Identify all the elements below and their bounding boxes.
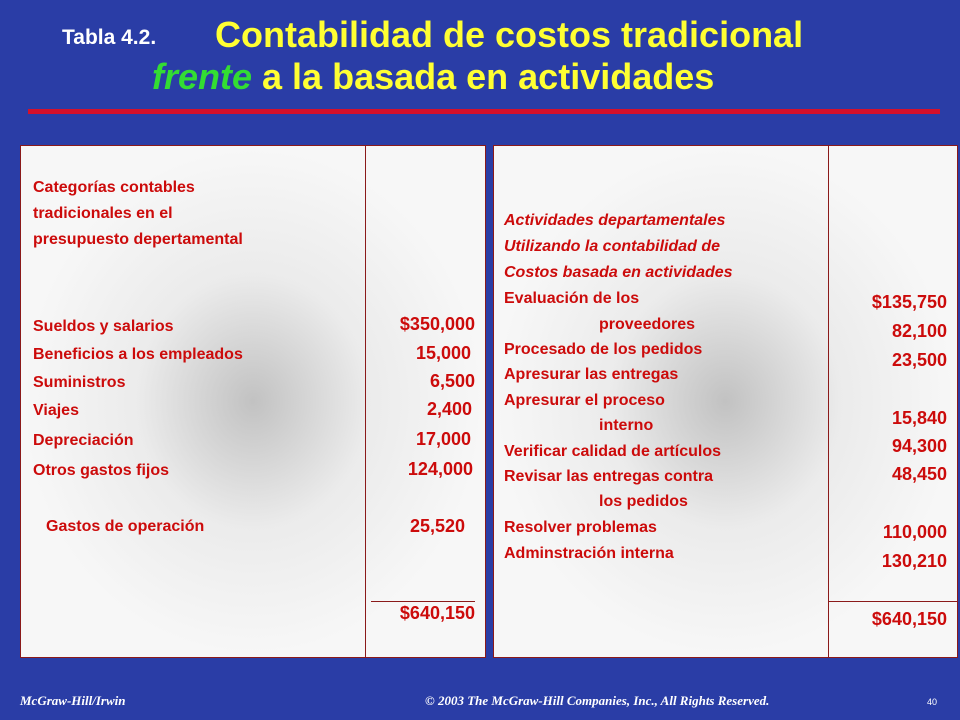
table-number: Tabla 4.2. <box>62 26 157 49</box>
activity-value: 23,500 <box>891 350 947 370</box>
activity-label: Procesado de los pedidos <box>504 341 703 358</box>
activity-label: Adminstración interna <box>504 545 674 562</box>
cost-category-value: 25,520 <box>409 516 465 536</box>
column-divider <box>365 146 366 657</box>
cost-category-value: 124,000 <box>407 459 473 479</box>
cost-category-label: Gastos de operación <box>46 518 205 535</box>
activity-value: 82,100 <box>891 321 947 341</box>
activity-label: interno <box>599 417 654 434</box>
activity-label: Revisar las entregas contra <box>504 468 713 485</box>
activity-label: Apresurar las entregas <box>504 366 679 383</box>
activity-label: proveedores <box>599 316 696 333</box>
total-underline <box>371 601 475 602</box>
left-total: $640,150 <box>399 603 475 623</box>
activity-value: $135,750 <box>871 292 947 312</box>
total-underline <box>828 601 957 602</box>
activity-label: Apresurar el proceso <box>504 392 665 409</box>
left-heading-line: presupuesto depertamental <box>33 231 243 248</box>
cost-category-value: $350,000 <box>399 314 475 334</box>
title-divider <box>28 109 940 114</box>
right-total: $640,150 <box>871 609 947 629</box>
activity-label: Evaluación de los <box>504 290 640 307</box>
left-heading-line: tradicionales en el <box>33 205 173 222</box>
cost-category-label: Viajes <box>33 402 79 419</box>
cost-category-value: 6,500 <box>429 371 475 391</box>
cost-category-label: Depreciación <box>33 432 134 449</box>
right-heading-line: Actividades departamentales <box>504 212 726 229</box>
publisher-name: McGraw-Hill/Irwin <box>20 693 126 708</box>
copyright-notice: © 2003 The McGraw-Hill Companies, Inc., All Rights Reserved. <box>425 693 770 708</box>
title-line-2 <box>152 56 714 98</box>
activity-value: 15,840 <box>891 408 947 428</box>
cost-category-label: Otros gastos fijos <box>33 462 170 479</box>
cost-category-label: Beneficios a los empleados <box>33 346 243 363</box>
left-heading-line: Categorías contables <box>33 179 195 196</box>
slide-title <box>0 0 960 120</box>
cost-category-label: Suministros <box>33 374 126 391</box>
right-heading-line: Costos basada en actividades <box>504 264 733 281</box>
activity-value: 48,450 <box>891 464 947 484</box>
activity-label: Resolver problemas <box>504 519 657 536</box>
activity-label: los pedidos <box>599 493 688 510</box>
activity-value: 110,000 <box>882 522 947 542</box>
title-line-1: Contabilidad de costos tradicional <box>215 14 804 55</box>
title-accent-word: frente <box>152 56 253 97</box>
column-divider <box>828 146 829 657</box>
cost-category-label: Sueldos y salarios <box>33 318 174 335</box>
traditional-costs-table <box>20 145 486 658</box>
cost-category-value: 17,000 <box>415 429 471 449</box>
cost-category-value: 2,400 <box>426 399 472 419</box>
activity-based-costs-table <box>493 145 958 658</box>
cost-category-value: 15,000 <box>415 343 471 363</box>
right-heading-line: Utilizando la contabilidad de <box>504 238 721 255</box>
title-line-2-rest: a la basada en actividades <box>252 56 715 97</box>
slide-number: 40 <box>927 697 938 707</box>
activity-value: 94,300 <box>891 436 947 456</box>
activity-value: 130,210 <box>881 551 947 571</box>
activity-label: Verificar calidad de artículos <box>504 443 721 460</box>
